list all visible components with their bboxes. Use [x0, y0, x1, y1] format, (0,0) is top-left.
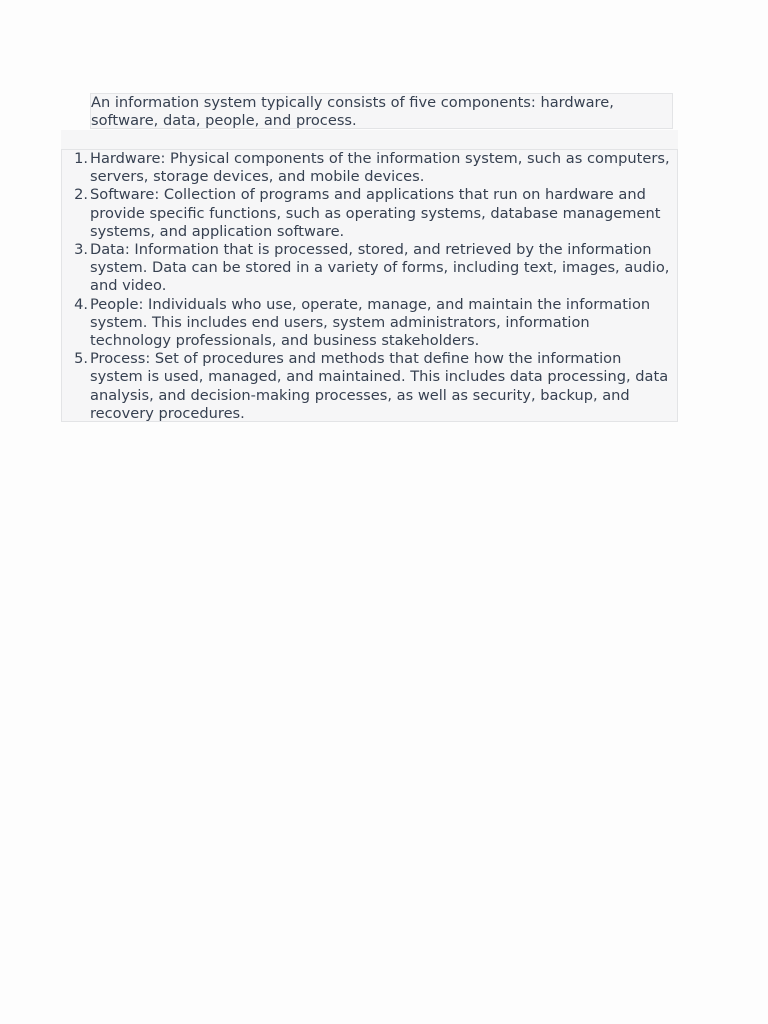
list-item-text: Data: Information that is processed, stored, and retrieved by the information system. Data can be stored in a variety of forms, including text, images, audio, and video. [90, 241, 670, 295]
list-item [62, 150, 677, 186]
list-item-number: 5. [74, 350, 88, 368]
components-list-box [61, 149, 678, 422]
list-item [62, 296, 677, 351]
intro-paragraph [90, 93, 673, 129]
list-item-text: People: Individuals who use, operate, manage, and maintain the information system. This includes end users, system administrators, information technology professionals, and business stakeholders. [90, 295, 651, 350]
list-item-text: Software: Collection of programs and applications that run on hardware and provide specific functions, such as operating systems, database management systems, and application software. [90, 186, 661, 240]
list-item-number: 4. [74, 295, 88, 313]
list-item-number: 2. [74, 186, 88, 204]
list-item [62, 350, 677, 423]
intro-text: An information system typically consists of five components: hardware, software, data, people, and process. [91, 94, 614, 130]
list-item-number: 1. [74, 150, 88, 167]
list-item-text: Process: Set of procedures and methods that define how the information system is used, managed, and maintained. This includes data processing, data analysis, and decision-making processes, as well as security, backup, and recovery procedures. [90, 350, 669, 422]
list-item-text: Hardware: Physical components of the information system, such as computers, servers, storage devices, and mobile devices. [90, 150, 670, 186]
list-item [62, 186, 677, 241]
list-item-number: 3. [74, 241, 88, 259]
list-item [62, 241, 677, 296]
components-list [62, 150, 677, 423]
separator-band [61, 130, 678, 149]
